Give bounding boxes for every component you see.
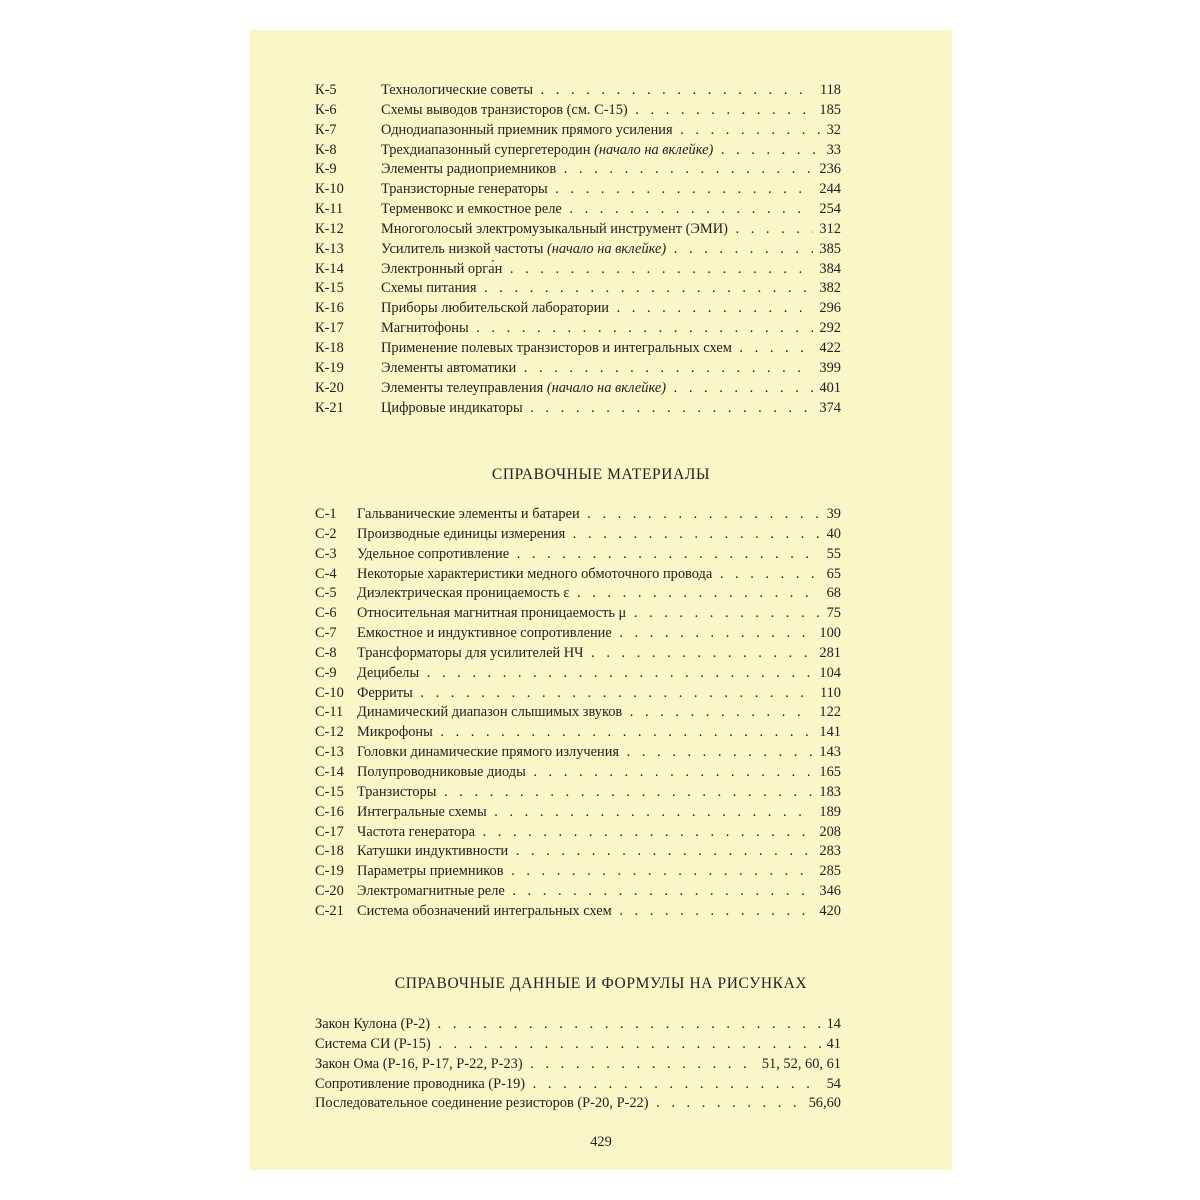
toc-entry <box>315 160 841 180</box>
entry-code: С-19 <box>315 863 344 880</box>
toc-entry <box>315 379 841 399</box>
entry-title: Технологические советы <box>381 82 534 98</box>
entry-page-number: 420 <box>815 902 841 922</box>
entry-page-number: 208 <box>815 823 841 843</box>
entry-title: Элементы автоматики <box>381 359 517 376</box>
entry-code: С-21 <box>315 902 344 919</box>
entry-page-number: 51, 52, 60, 61 <box>758 1055 841 1075</box>
entry-title: Последовательное соединение резисторов (Р-20, Р-22) <box>315 1095 649 1112</box>
entry-code: С-10 <box>315 684 344 701</box>
entry-title-with-leader <box>315 1094 803 1114</box>
entry-title: Транзисторные генераторы <box>381 181 548 198</box>
entry-title: Транзисторы <box>357 783 437 800</box>
entry-code: К-13 <box>315 240 344 257</box>
entry-page-number: 401 <box>815 379 841 399</box>
entry-code: С-11 <box>315 704 344 721</box>
entry-code: К-11 <box>315 201 344 218</box>
toc-entry <box>315 783 841 803</box>
toc-entry <box>315 81 841 101</box>
entry-title-with-leader <box>381 279 813 299</box>
entry-title-with-leader <box>381 200 813 220</box>
entry-code: К-10 <box>315 181 344 198</box>
entry-title: Терменвокс и емкостное реле <box>381 201 562 218</box>
entry-page-number: 244 <box>815 180 841 200</box>
entry-code: С-17 <box>315 823 344 840</box>
entry-title-with-leader <box>315 1075 821 1095</box>
entry-title-with-leader <box>381 260 813 280</box>
entry-page-number: 382 <box>815 279 841 299</box>
toc-entry <box>315 565 841 585</box>
entry-title: Схемы выводов транзисторов (см. С-15) <box>381 101 628 118</box>
entry-title-with-leader <box>357 763 813 783</box>
toc-entry <box>315 101 841 121</box>
entry-page-number: 100 <box>815 624 841 644</box>
entry-title-with-leader <box>357 604 821 624</box>
entry-code: К-7 <box>315 121 337 138</box>
entry-code: К-20 <box>315 379 344 396</box>
entry-page-number: 75 <box>823 604 841 624</box>
entry-title-with-leader <box>315 1035 821 1055</box>
entry-title: Схемы питания <box>381 280 477 297</box>
entry-title-with-leader <box>381 180 813 200</box>
entry-note: (начало на вклейке) <box>594 141 714 158</box>
entry-title-with-leader <box>357 842 813 862</box>
entry-code: С-7 <box>315 625 337 642</box>
entry-title: Емкостное и индуктивное сопротивление <box>357 625 612 642</box>
entry-title: Система обозначений интегральных схем <box>357 902 612 919</box>
entry-title-with-leader <box>381 240 813 260</box>
toc-entry <box>315 260 841 280</box>
entry-note: (начало на вклейке) <box>546 240 667 257</box>
toc-entry <box>315 1055 841 1075</box>
page-number: 429 <box>590 1134 612 1150</box>
toc-entry <box>315 141 841 161</box>
toc-entry <box>315 723 841 743</box>
entry-code: С-15 <box>315 783 344 800</box>
entry-code: С-6 <box>315 605 337 622</box>
entry-title: Диэлектрическая проницаемость ε <box>357 585 570 602</box>
toc-entry <box>315 1015 841 1035</box>
entry-title: Многоголосый электромузыкальный инструмент (ЭМИ) <box>381 220 728 237</box>
entry-page-number: 254 <box>815 200 841 220</box>
entry-title-with-leader <box>381 121 821 141</box>
entry-page-number: 65 <box>823 565 841 585</box>
entry-page-number: 118 <box>816 81 841 101</box>
entry-title-with-leader <box>357 783 813 803</box>
toc-entry <box>315 505 841 525</box>
toc-entry <box>315 604 841 624</box>
toc-entry <box>315 644 841 664</box>
entry-page-number: 189 <box>815 803 841 823</box>
toc-entry <box>315 902 841 922</box>
entry-title: Электронный орга́н <box>381 260 503 277</box>
toc-entry <box>315 1094 841 1114</box>
entry-page-number: 384 <box>815 260 841 280</box>
entry-title: Относительная магнитная проницаемость μ <box>357 605 627 622</box>
entry-code: С-14 <box>315 763 344 780</box>
entry-title: Параметры приемников <box>357 863 504 880</box>
toc-entry <box>315 882 841 902</box>
section-heading-reference-materials: СПРАВОЧНЫЕ МАТЕРИАЛЫ <box>491 466 711 483</box>
entry-title: Магнитофоны <box>381 320 469 337</box>
entry-page-number: 422 <box>815 339 841 359</box>
entry-title: Производные единицы измерения <box>357 525 566 542</box>
entry-page-number: 346 <box>815 882 841 902</box>
entry-code: К-21 <box>315 399 344 416</box>
entry-title: Приборы любительской лаборатории <box>381 300 609 317</box>
entry-title-with-leader <box>357 882 813 902</box>
entry-title: Динамический диапазон слышимых звуков <box>357 704 623 721</box>
entry-title-with-leader <box>357 664 813 684</box>
entry-title-with-leader <box>357 703 813 723</box>
entry-title: Головки динамические прямого излучения <box>357 744 620 761</box>
toc-entry <box>315 763 841 783</box>
entry-title: Полупроводниковые диоды <box>357 763 526 780</box>
entry-page-number: 143 <box>815 743 841 763</box>
entry-page-number: 296 <box>815 299 841 319</box>
toc-entry <box>315 1075 841 1095</box>
entry-code: С-12 <box>315 724 344 741</box>
entry-page-number: 55 <box>823 545 841 565</box>
entry-code: С-2 <box>315 525 337 542</box>
entry-title: Применение полевых транзисторов и интегральных схем <box>381 339 732 356</box>
entry-code: К-9 <box>315 161 337 178</box>
toc-entry <box>315 1035 841 1055</box>
entry-code: С-4 <box>315 565 337 582</box>
entry-page-number: 33 <box>823 141 841 161</box>
entry-title: Интегральные схемы <box>357 803 487 820</box>
entry-page-number: 39 <box>823 505 841 525</box>
entry-code: К-18 <box>315 339 344 356</box>
toc-entry <box>315 220 841 240</box>
entry-title-with-leader <box>315 1055 756 1075</box>
entry-title: Однодиапазонный приемник прямого усиления <box>381 121 673 138</box>
entry-title-with-leader <box>357 743 813 763</box>
entry-code: К-17 <box>315 320 344 337</box>
entry-page-number: 399 <box>815 359 841 379</box>
color-inserts-list <box>315 81 841 418</box>
entry-title: Элементы радиоприемников <box>381 161 557 178</box>
entry-title-with-leader <box>381 141 821 161</box>
entry-page-number: 185 <box>815 101 841 121</box>
entry-title: Элементы телеуправления <box>381 379 544 396</box>
entry-title: Система СИ (Р-15) <box>315 1035 431 1052</box>
toc-entry <box>315 803 841 823</box>
entry-title-with-leader <box>357 684 814 704</box>
entry-title: Закон Ома (Р-16, Р-17, Р-22, Р-23) <box>315 1055 523 1072</box>
entry-title-with-leader <box>357 624 813 644</box>
entry-title-with-leader <box>357 584 821 604</box>
toc-entry <box>315 359 841 379</box>
entry-page-number: 312 <box>815 220 841 240</box>
entry-page-number: 110 <box>816 684 841 704</box>
reference-materials-list <box>315 505 841 922</box>
entry-code: С-18 <box>315 843 344 860</box>
entry-code: К-15 <box>315 280 344 297</box>
entry-title-with-leader <box>381 359 813 379</box>
entry-page-number: 56,60 <box>805 1094 841 1114</box>
entry-code: К-12 <box>315 220 344 237</box>
toc-entry <box>315 743 841 763</box>
toc-entry <box>315 842 841 862</box>
entry-note: (начало на вклейке) <box>546 379 667 396</box>
entry-page-number: 283 <box>815 842 841 862</box>
entry-code: К-16 <box>315 300 344 317</box>
entry-page-number: 54 <box>823 1075 841 1095</box>
toc-entry <box>315 823 841 843</box>
entry-title-with-leader <box>381 319 813 339</box>
entry-title-with-leader <box>381 220 813 240</box>
entry-title-with-leader <box>357 644 813 664</box>
toc-entry <box>315 703 841 723</box>
entry-code: К-19 <box>315 359 344 376</box>
entry-code: С-8 <box>315 644 337 661</box>
entry-title: Сопротивление проводника (Р-19) <box>315 1075 526 1092</box>
entry-page-number: 281 <box>815 644 841 664</box>
entry-title-with-leader <box>357 505 821 525</box>
entry-title-with-leader <box>357 565 821 585</box>
book-page <box>250 30 952 1170</box>
entry-title: Удельное сопротивление <box>357 545 510 562</box>
section-heading-reference-data-figures: СПРАВОЧНЫЕ ДАННЫЕ И ФОРМУЛЫ НА РИСУНКАХ <box>394 975 808 992</box>
entry-code: С-13 <box>315 744 344 761</box>
entry-title: Частота генератора <box>357 823 475 840</box>
toc-entry <box>315 180 841 200</box>
toc-entry <box>315 545 841 565</box>
figures-formulas-list <box>315 1015 841 1114</box>
toc-entry <box>315 525 841 545</box>
entry-page-number: 41 <box>823 1035 841 1055</box>
entry-page-number: 374 <box>815 399 841 419</box>
entry-title-with-leader <box>357 545 821 565</box>
entry-page-number: 104 <box>815 664 841 684</box>
entry-title: Ферриты <box>357 684 413 701</box>
entry-title-with-leader <box>381 299 813 319</box>
entry-page-number: 183 <box>815 783 841 803</box>
entry-title-with-leader <box>381 379 813 399</box>
entry-title-with-leader <box>357 862 813 882</box>
entry-code: К-5 <box>315 82 337 98</box>
entry-page-number: 165 <box>815 763 841 783</box>
toc-entry <box>315 684 841 704</box>
toc-entry <box>315 279 841 299</box>
toc-entry <box>315 319 841 339</box>
entry-page-number: 122 <box>815 703 841 723</box>
entry-code: С-1 <box>315 506 337 522</box>
entry-code: С-3 <box>315 545 337 562</box>
entry-code: С-16 <box>315 803 344 820</box>
entry-title: Катушки индуктивности <box>357 843 509 860</box>
toc-entry <box>315 200 841 220</box>
entry-code: К-6 <box>315 101 337 118</box>
entry-title: Усилитель низкой частоты <box>381 240 544 257</box>
entry-title: Децибелы <box>357 664 420 681</box>
toc-entry <box>315 240 841 260</box>
entry-code: С-5 <box>315 585 337 602</box>
entry-title: Электромагнитные реле <box>357 883 505 900</box>
toc-entry <box>315 399 841 419</box>
entry-page-number: 14 <box>823 1015 841 1035</box>
entry-code: К-14 <box>315 260 344 277</box>
entry-title-with-leader <box>357 803 813 823</box>
entry-title-with-leader <box>357 723 813 743</box>
entry-code: С-9 <box>315 664 337 681</box>
entry-page-number: 292 <box>815 319 841 339</box>
entry-title-with-leader <box>357 902 813 922</box>
entry-page-number: 236 <box>815 160 841 180</box>
toc-entry <box>315 121 841 141</box>
entry-page-number: 40 <box>823 525 841 545</box>
entry-title-with-leader <box>381 81 814 101</box>
entry-code: К-8 <box>315 141 337 158</box>
entry-page-number: 141 <box>815 723 841 743</box>
toc-entry <box>315 862 841 882</box>
entry-page-number: 385 <box>815 240 841 260</box>
entry-title-with-leader <box>381 399 813 419</box>
entry-title-with-leader <box>315 1015 821 1035</box>
entry-title-with-leader <box>381 160 813 180</box>
toc-entry <box>315 584 841 604</box>
entry-title: Гальванические элементы и батареи <box>357 506 580 522</box>
toc-entry <box>315 339 841 359</box>
entry-title-with-leader <box>381 339 813 359</box>
toc-entry <box>315 664 841 684</box>
entry-title-with-leader <box>381 101 813 121</box>
toc-entry <box>315 299 841 319</box>
entry-title-with-leader <box>357 823 813 843</box>
toc-entry <box>315 624 841 644</box>
entry-title: Микрофоны <box>357 724 433 741</box>
entry-page-number: 32 <box>823 121 841 141</box>
entry-title: Трехдиапазонный супергетеродин <box>381 141 591 158</box>
entry-title: Трансформаторы для усилителей НЧ <box>357 644 584 661</box>
entry-code: С-20 <box>315 883 344 900</box>
entry-title: Цифровые индикаторы <box>381 399 523 416</box>
entry-title: Некоторые характеристики медного обмоточного провода <box>357 565 713 582</box>
entry-page-number: 68 <box>823 584 841 604</box>
entry-title-with-leader <box>357 525 821 545</box>
entry-page-number: 285 <box>815 862 841 882</box>
entry-title: Закон Кулона (Р-2) <box>315 1016 431 1032</box>
